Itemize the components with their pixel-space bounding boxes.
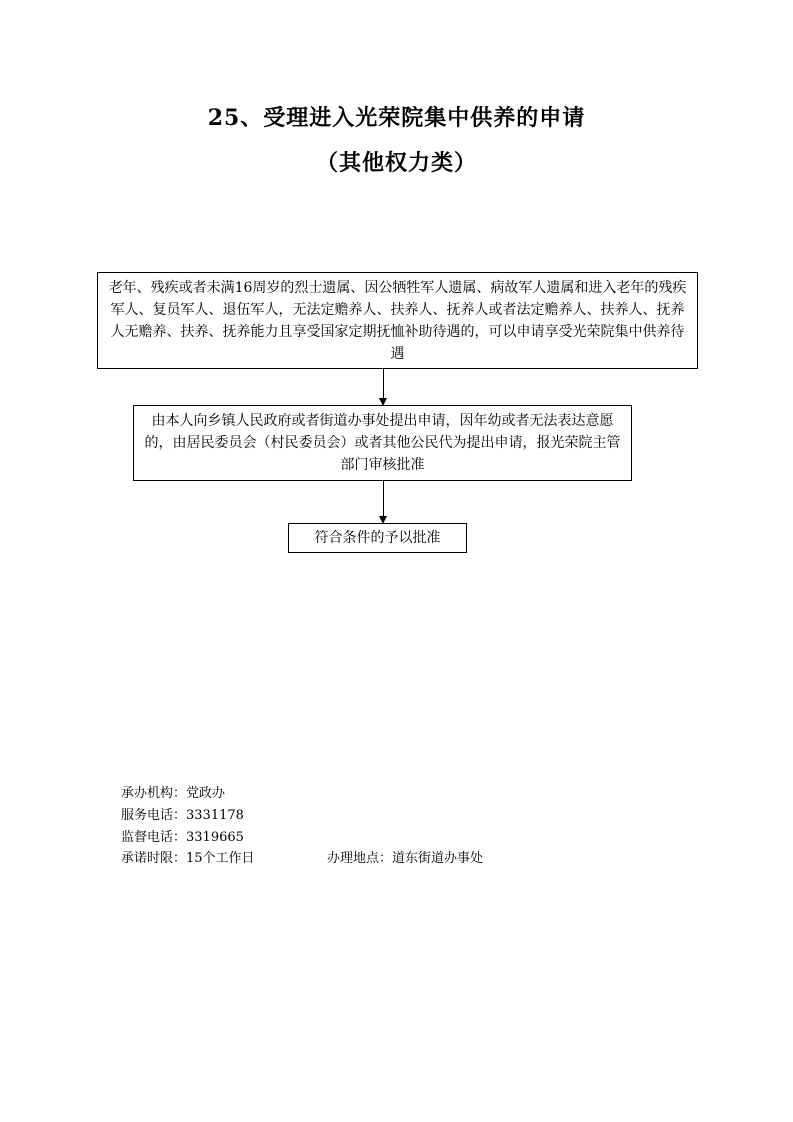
service-location: 办理地点：道东街道办事处: [327, 851, 484, 866]
flow-step-eligibility-text: 老年、残疾或者未满16周岁的烈士遗属、因公牺牲军人遗属、病故军人遗属和进入老年的残疾军人、复员军人、退伍军人，无法定赡养人、扶养人、抚养人或者法定赡养人、扶养人、抚养人无赡养、扶养、抚养能力且享受国家定期抚恤补助待遇的，可以申请享受光荣院集中供养待遇: [108, 279, 687, 362]
flow-arrow-down: [383, 369, 384, 405]
time-limit: 承诺时限：15个工作日: [121, 851, 255, 866]
flow-step-eligibility: [97, 272, 698, 369]
handling-office: 承办机构：党政办: [121, 786, 226, 801]
flow-arrow-down: [383, 481, 384, 523]
service-phone: 服务电话：3331178: [121, 808, 244, 823]
page-subtitle: （其他权力类）: [315, 150, 477, 176]
flow-step-approval-text: 符合条件的予以批准: [314, 530, 441, 546]
flow-step-approval: [288, 523, 467, 553]
page-title: 25、受理进入光荣院集中供养的申请: [207, 105, 586, 131]
flow-step-application-text: 由本人向乡镇人民政府或者街道办事处提出申请，因年幼或者无法表达意愿的，由居民委员会（村民委员会）或者其他公民代为提出申请，报光荣院主管部门审核批准: [144, 413, 621, 473]
supervision-phone: 监督电话：3319665: [121, 830, 244, 845]
flow-step-application: [133, 405, 632, 481]
